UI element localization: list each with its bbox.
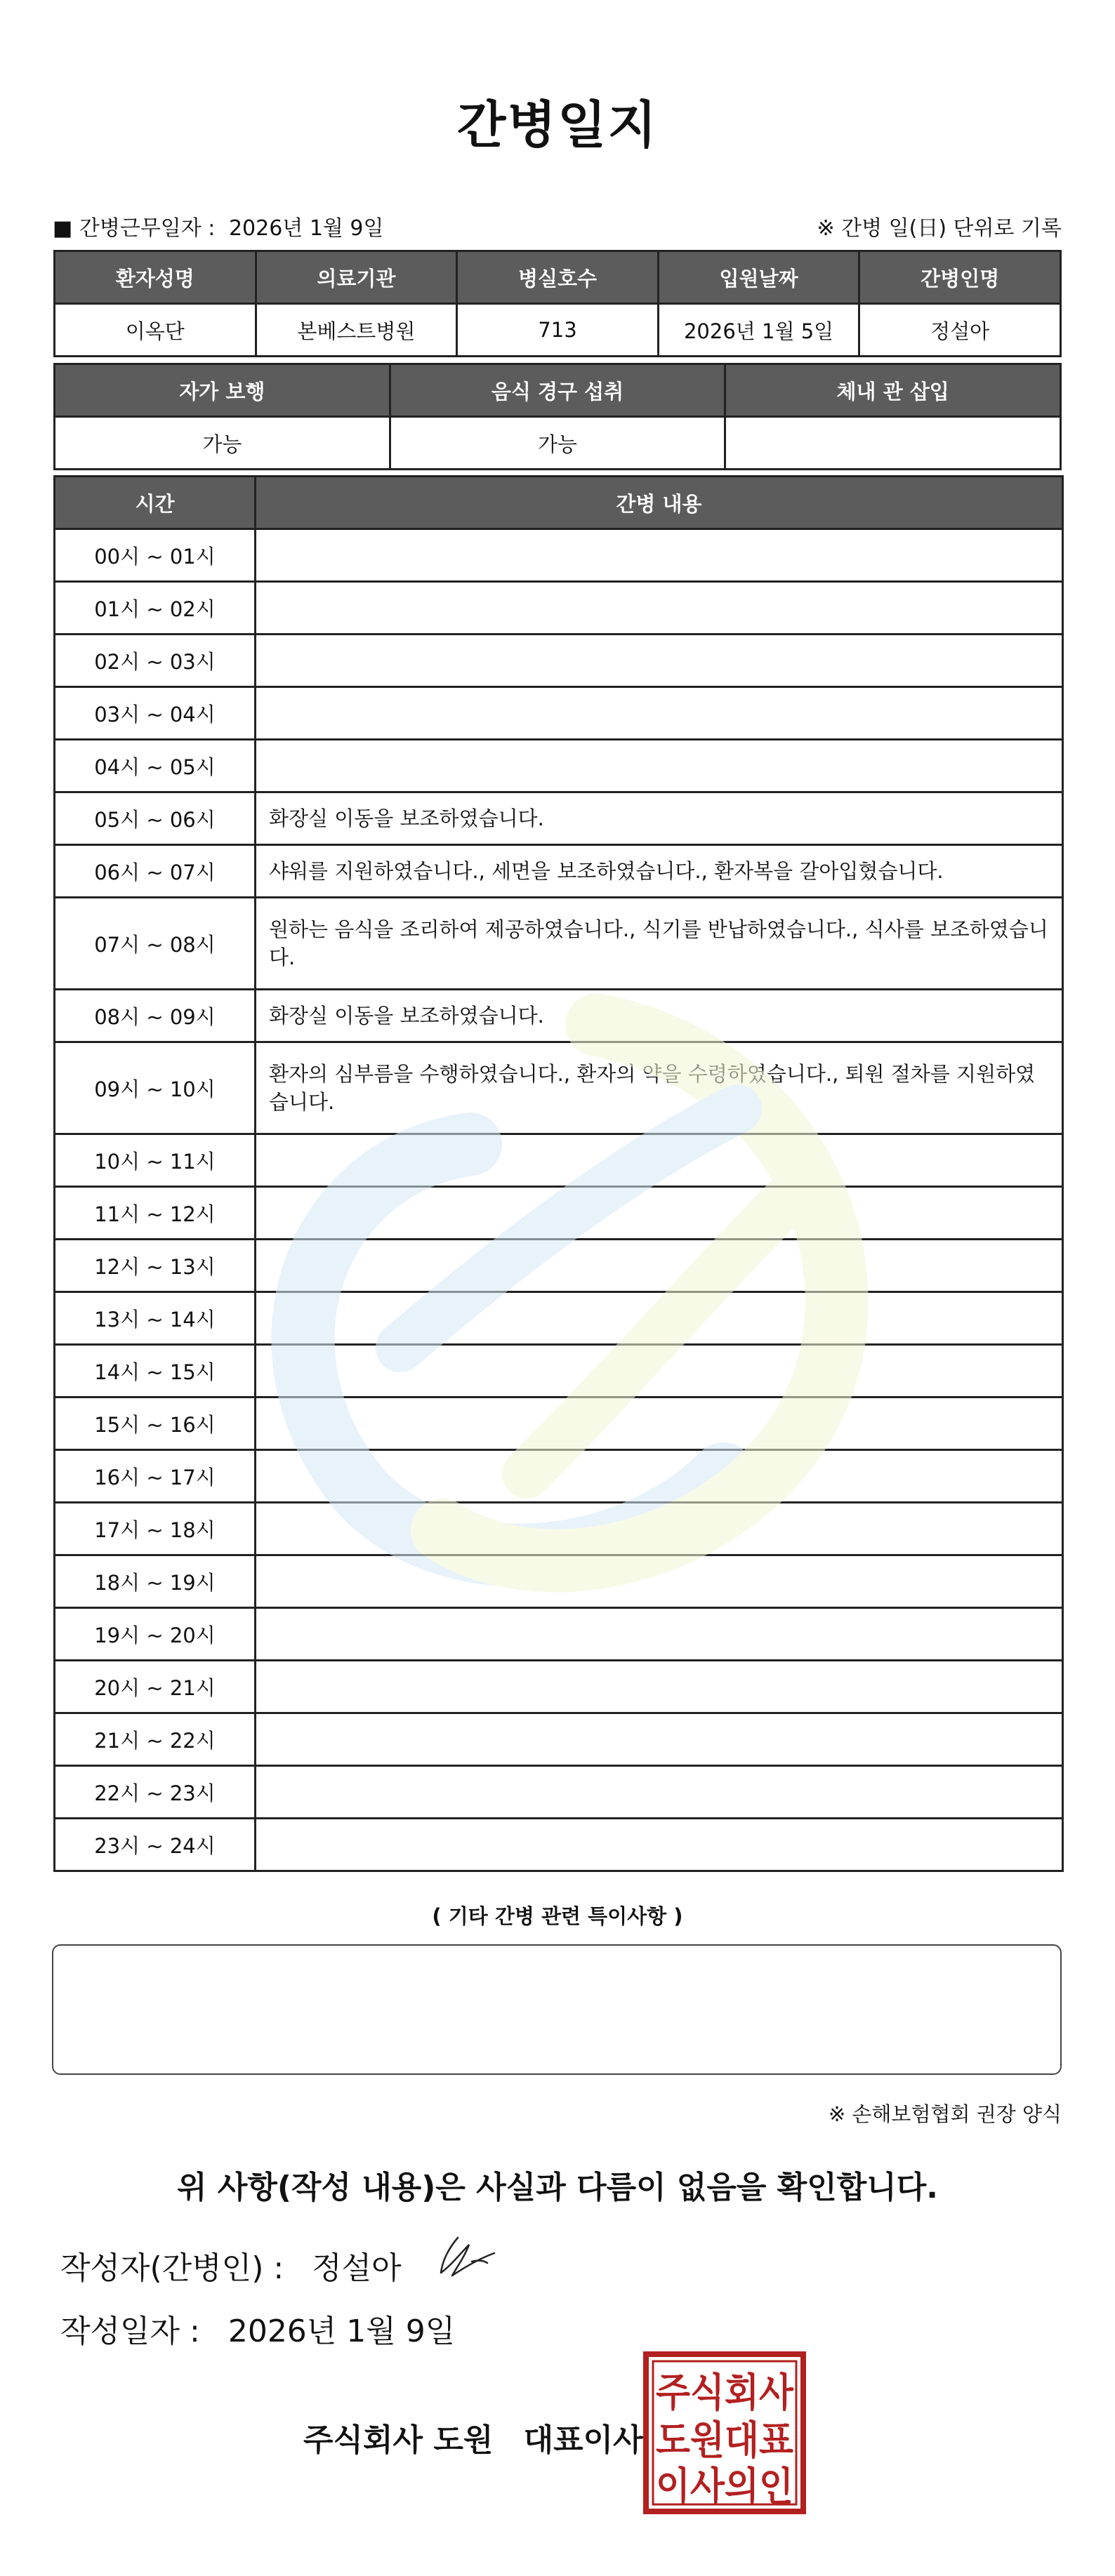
log-content-cell — [256, 1292, 1063, 1345]
header-oral-intake: 음식 경구 섭취 — [390, 364, 725, 417]
handwritten-signature-icon — [437, 2232, 500, 2281]
table-row — [55, 582, 1063, 635]
table-row — [55, 990, 1063, 1042]
company-representative: 대표이사 — [523, 2422, 643, 2458]
log-time-cell: 17시 ~ 18시 — [55, 1503, 256, 1555]
care-log-rows — [55, 529, 1063, 1871]
log-time-cell: 05시 ~ 06시 — [55, 792, 256, 845]
table-row — [55, 417, 1061, 470]
table-row — [55, 635, 1063, 687]
table-header-row — [55, 477, 1063, 529]
log-time-cell: 06시 ~ 07시 — [55, 845, 256, 898]
log-content-cell — [256, 1134, 1063, 1187]
log-time-cell: 18시 ~ 19시 — [55, 1555, 256, 1608]
log-content-cell — [256, 1187, 1063, 1240]
log-time-cell: 07시 ~ 08시 — [55, 898, 256, 990]
admission-date: 2026년 1월 5일 — [658, 304, 859, 357]
company-seal-icon — [643, 2351, 806, 2514]
log-time-cell: 22시 ~ 23시 — [55, 1766, 256, 1819]
header-admission-date: 입원날짜 — [658, 251, 859, 304]
header-tube-insertion: 체내 관 삽입 — [725, 364, 1061, 417]
log-content-cell — [256, 635, 1063, 687]
tube-insertion-value — [725, 417, 1061, 470]
log-time-cell: 04시 ~ 05시 — [55, 740, 256, 792]
oral-intake-value: 가능 — [390, 417, 725, 470]
log-content-cell: 화장실 이동을 보조하였습니다. — [256, 792, 1063, 845]
log-time-cell: 02시 ~ 03시 — [55, 635, 256, 687]
log-content-cell — [256, 687, 1063, 740]
log-content-cell — [256, 1713, 1063, 1766]
log-time-cell: 20시 ~ 21시 — [55, 1661, 256, 1713]
log-content-cell — [256, 740, 1063, 792]
log-time-cell: 10시 ~ 11시 — [55, 1134, 256, 1187]
log-content-cell: 원하는 음식을 조리하여 제공하였습니다., 식기를 반납하였습니다., 식사를 보조하였습니다. — [256, 898, 1063, 990]
seal-text-line: 주식회사 — [656, 2370, 794, 2416]
unit-note: ※ 간병 일(日) 단위로 기록 — [817, 216, 1062, 241]
room-number: 713 — [457, 304, 659, 357]
company-name: 주식회사 도원 — [303, 2422, 494, 2458]
table-row — [55, 1661, 1063, 1713]
form-source-note: ※ 손해보험협회 권장 양식 — [828, 2102, 1062, 2126]
log-content-cell — [256, 1766, 1063, 1819]
table-row — [55, 1397, 1063, 1450]
log-content-cell: 환자의 심부름을 수행하였습니다., 환자의 약을 수령하였습니다., 퇴원 절차를 지원하였습니다. — [256, 1042, 1063, 1134]
table-row — [55, 1503, 1063, 1555]
log-content-cell: 화장실 이동을 보조하였습니다. — [256, 990, 1063, 1042]
table-row — [55, 687, 1063, 740]
table-row — [55, 1240, 1063, 1292]
seal-text-line: 도원대표 — [656, 2418, 793, 2464]
table-row — [55, 529, 1063, 582]
patient-info-table — [53, 250, 1062, 357]
log-content-cell — [256, 1608, 1063, 1661]
log-content-cell — [256, 1450, 1063, 1503]
table-row — [55, 1713, 1063, 1766]
table-row — [55, 1292, 1063, 1345]
seal-text-line: 이사의인 — [656, 2464, 793, 2510]
log-time-cell: 14시 ~ 15시 — [55, 1345, 256, 1397]
table-row — [55, 1042, 1063, 1134]
header-caregiver: 간병인명 — [859, 251, 1061, 304]
table-row — [55, 304, 1061, 357]
table-row — [55, 1555, 1063, 1608]
log-content-cell — [256, 1555, 1063, 1608]
log-time-cell: 01시 ~ 02시 — [55, 582, 256, 635]
log-content-cell — [256, 1661, 1063, 1713]
log-time-cell: 00시 ~ 01시 — [55, 529, 256, 582]
written-date-value: 2026년 1월 9일 — [227, 2313, 456, 2349]
company-line — [303, 2415, 643, 2459]
patient-name: 이옥단 — [55, 304, 256, 357]
table-row — [55, 792, 1063, 845]
header-self-walking: 자가 보행 — [55, 364, 390, 417]
log-time-cell: 12시 ~ 13시 — [55, 1240, 256, 1292]
log-time-cell: 16시 ~ 17시 — [55, 1450, 256, 1503]
header-care-content: 간병 내용 — [256, 477, 1063, 529]
writer-label: 작성자(간병인) : — [60, 2250, 284, 2286]
table-row — [55, 898, 1063, 990]
log-content-cell — [256, 1240, 1063, 1292]
table-row — [55, 740, 1063, 792]
log-time-cell: 09시 ~ 10시 — [55, 1042, 256, 1134]
table-row — [55, 1450, 1063, 1503]
log-content-cell — [256, 582, 1063, 635]
log-time-cell: 23시 ~ 24시 — [55, 1819, 256, 1871]
writer-name: 정설아 — [312, 2250, 402, 2286]
confirmation-statement: 위 사항(작성 내용)은 사실과 다름이 없음을 확인합니다. — [177, 2170, 938, 2205]
table-row — [55, 845, 1063, 898]
self-walking-value: 가능 — [55, 417, 390, 470]
log-content-cell: 샤워를 지원하였습니다., 세면을 보조하였습니다., 환자복을 갈아입혔습니다. — [256, 845, 1063, 898]
log-content-cell — [256, 1819, 1063, 1871]
log-time-cell: 15시 ~ 16시 — [55, 1397, 256, 1450]
caregiver-name: 정설아 — [859, 304, 1061, 357]
special-notes-text — [53, 1946, 1060, 1968]
written-date-label: 작성일자 : — [60, 2313, 200, 2349]
care-log-table — [53, 475, 1064, 1872]
table-row — [55, 1608, 1063, 1661]
table-row — [55, 1345, 1063, 1397]
patient-status-table — [53, 363, 1062, 470]
written-date-line — [60, 2306, 455, 2351]
table-row — [55, 1766, 1063, 1819]
log-content-cell — [256, 1503, 1063, 1555]
log-time-cell: 21시 ~ 22시 — [55, 1713, 256, 1766]
log-time-cell: 11시 ~ 12시 — [55, 1187, 256, 1240]
writer-line — [60, 2243, 402, 2288]
hospital-name: 본베스트병원 — [256, 304, 457, 357]
log-content-cell — [256, 1345, 1063, 1397]
work-date-label: ■ 간병근무일자 : — [53, 216, 216, 241]
header-patient-name: 환자성명 — [55, 251, 256, 304]
log-content-cell — [256, 529, 1063, 582]
table-header-row — [55, 251, 1061, 304]
work-date — [53, 211, 384, 241]
table-row — [55, 1819, 1063, 1871]
page-title: 간병일지 — [456, 95, 659, 154]
work-date-value: 2026년 1월 9일 — [228, 216, 384, 241]
log-time-cell: 08시 ~ 09시 — [55, 990, 256, 1042]
special-notes-box — [52, 1944, 1062, 2075]
log-time-cell: 19시 ~ 20시 — [55, 1608, 256, 1661]
table-row — [55, 1134, 1063, 1187]
notes-title: ( 기타 간병 관련 특이사항 ) — [432, 1904, 683, 1928]
table-row — [55, 1187, 1063, 1240]
header-time: 시간 — [55, 477, 256, 529]
log-time-cell: 03시 ~ 04시 — [55, 687, 256, 740]
header-room: 병실호수 — [457, 251, 659, 304]
log-content-cell — [256, 1397, 1063, 1450]
header-hospital: 의료기관 — [256, 251, 457, 304]
table-header-row — [55, 364, 1061, 417]
log-time-cell: 13시 ~ 14시 — [55, 1292, 256, 1345]
